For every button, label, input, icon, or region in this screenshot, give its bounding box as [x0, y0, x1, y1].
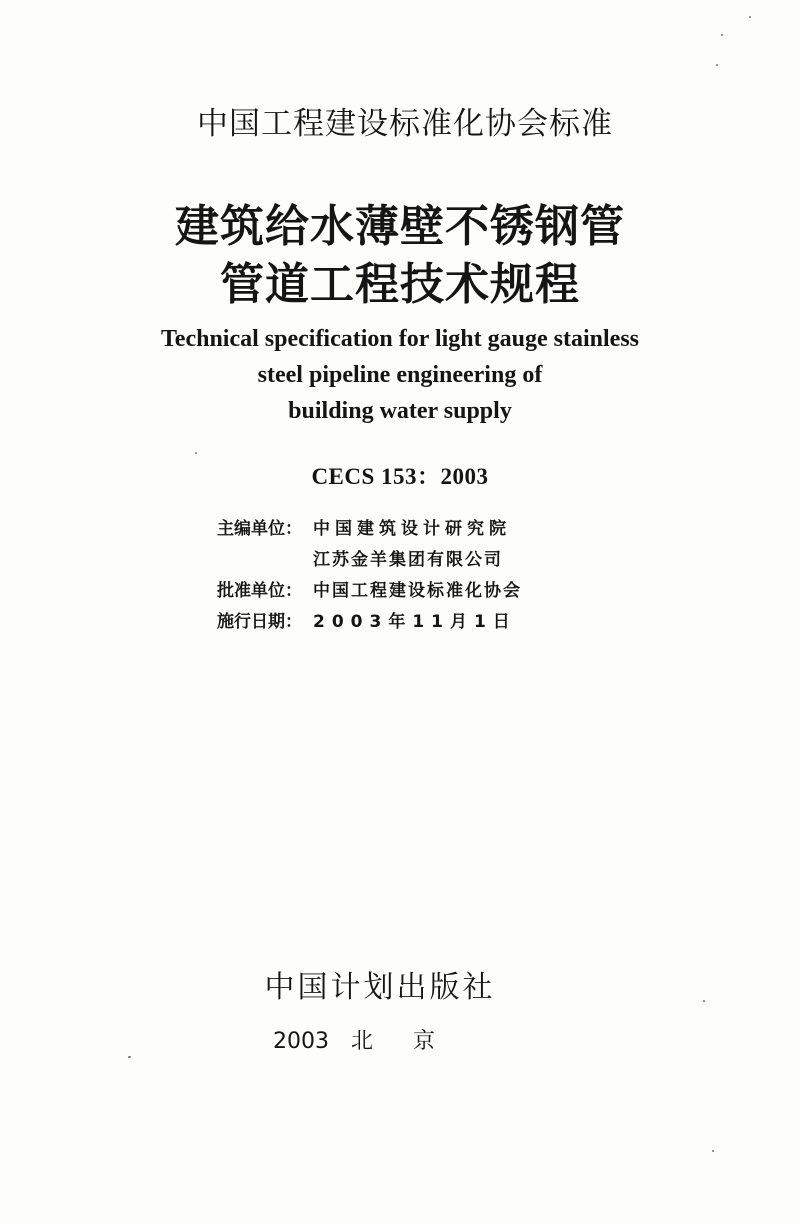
publication-city: 北京	[350, 1029, 475, 1054]
chinese-title-line-2: 管道工程技术规程	[220, 259, 580, 310]
info-row-approval	[217, 576, 522, 607]
info-value: 2003年11月1日	[313, 612, 517, 632]
scan-speck	[712, 1150, 714, 1152]
info-label: 施行日期：	[217, 612, 302, 632]
scan-speck	[716, 64, 718, 66]
info-row-effective-date	[217, 607, 522, 638]
english-title-line-2: steel pipeline engineering of	[257, 362, 543, 388]
info-label: 批准单位：	[217, 581, 302, 601]
info-row-chief-editor	[217, 514, 522, 545]
series-title: 中国工程建设标准化协会标准	[197, 106, 613, 142]
info-value: 中国工程建设标准化协会	[313, 581, 522, 601]
info-label: 主编单位：	[217, 519, 302, 539]
publication-place	[0, 1024, 800, 1055]
scan-speck	[721, 34, 723, 36]
info-block	[217, 514, 522, 638]
chinese-title-line-1: 建筑给水薄壁不锈钢管	[175, 201, 625, 252]
info-label	[217, 545, 313, 576]
scan-speck	[195, 452, 197, 454]
scan-speck	[128, 1056, 131, 1058]
english-title-line-3: building water supply	[288, 398, 512, 424]
standard-code: CECS 153：2003	[311, 464, 489, 489]
publisher: 中国计划出版社	[264, 970, 496, 1005]
info-value: 江苏金羊集团有限公司	[313, 550, 503, 570]
info-value: 中国建筑设计研究院	[313, 519, 511, 539]
scan-speck	[703, 1000, 705, 1002]
publication-year: 2003	[272, 1029, 329, 1054]
english-title-line-1: Technical specification for light gauge stainless	[160, 326, 639, 352]
info-row-co-editor	[217, 545, 522, 576]
scan-speck	[749, 16, 751, 18]
